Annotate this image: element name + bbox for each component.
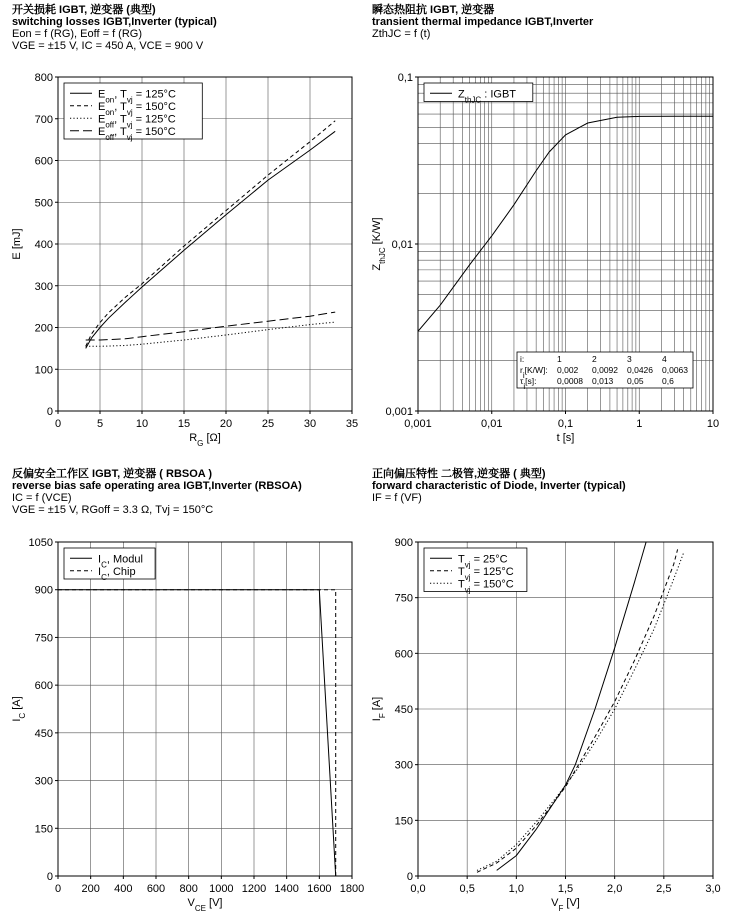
- chart-4-xtick-label: 0,0: [410, 883, 426, 895]
- chart3-title: reverse bias safe operating area IGBT,Inverter (RBSOA): [12, 480, 302, 492]
- param-table-cell: 0,0092: [592, 365, 618, 375]
- chart-1-legend: [64, 83, 202, 141]
- chart-4-ytick-label: 450: [394, 704, 413, 716]
- chart-4-xtick-label: 1,0: [508, 883, 524, 895]
- chart-3: [11, 537, 364, 913]
- chart-1-series-1: [86, 131, 336, 348]
- chart-1-ytick-label: 300: [34, 280, 53, 293]
- chart-4-xtick-label: 1,5: [557, 883, 574, 895]
- chart1-title-cn: 开关损耗 IGBT, 逆变器 (典型): [12, 4, 156, 16]
- chart-3-xtick-label: 1200: [241, 883, 267, 895]
- chart-3-legend: [64, 548, 155, 581]
- legend-label: $E_{on}$, $T_{vj} = 150^\circ C$: [98, 100, 176, 117]
- chart-4-ytick-label: 300: [394, 759, 413, 772]
- chart-3-xtick-label: 1800: [339, 883, 365, 895]
- param-table-cell: 4: [662, 354, 667, 364]
- chart-1-ytick-label: 500: [34, 197, 53, 210]
- legend-label: $E_{off}$, $T_{vj} = 125^\circ C$: [98, 113, 176, 129]
- chart-1-xtick-label: 20: [219, 418, 233, 430]
- chart4-title: forward characteristic of Diode, Inverter (typical): [372, 480, 626, 492]
- chart-2-ytick-label: 0,01: [391, 239, 413, 251]
- chart-3-xlabel: $V_{CE}$ [V]: [187, 897, 223, 913]
- chart-4-legend: [424, 548, 527, 594]
- chart-2: [371, 72, 719, 444]
- param-table-cell: 0,6: [662, 376, 674, 386]
- chart-1-ytick-label: 400: [34, 239, 53, 251]
- chart-1-ytick-label: 200: [34, 322, 53, 335]
- chart-3-xtick-label: 1000: [209, 883, 234, 895]
- chart2-subtitle1: ZthJC = f (t): [372, 28, 431, 40]
- param-table-cell: 0,0426: [627, 365, 653, 375]
- chart-4-ytick-label: 0: [406, 871, 413, 883]
- chart-1-ylabel: E [mJ]: [11, 228, 23, 260]
- chart-1-xlabel: $R_G$ [Ω]: [189, 432, 221, 448]
- chart-1-xtick-label: 35: [345, 418, 359, 430]
- chart4-subtitle1: IF = f (VF): [372, 492, 422, 504]
- param-table-cell: 0,05: [627, 376, 644, 386]
- chart-3-ytick-label: 0: [46, 871, 53, 883]
- chart-1-ytick-label: 700: [34, 113, 53, 126]
- chart-4: [371, 537, 721, 913]
- param-table-cell: $r_i[K/W]$:: [520, 365, 548, 380]
- chart-4-ytick-label: 600: [394, 648, 413, 661]
- chart-3-xtick-label: 0: [54, 883, 62, 895]
- chart-3-ytick-label: 750: [34, 632, 53, 645]
- chart-3-ytick-label: 450: [34, 727, 53, 740]
- chart-2-xtick-label: 1: [636, 418, 643, 430]
- chart-1-xtick-label: 15: [177, 418, 191, 430]
- param-table-cell: 0,0063: [662, 365, 688, 375]
- legend-label: $T_{vj} = 150^\circ C$: [458, 578, 514, 594]
- chart-4-ytick-label: 750: [394, 592, 413, 605]
- chart-1-series-3: [86, 322, 336, 346]
- chart-2-xtick-label: 0,001: [404, 418, 432, 430]
- chart-3-xtick-label: 1600: [307, 883, 332, 895]
- chart-2-xlabel: t [s]: [556, 432, 575, 444]
- chart-2-ylabel: $Z_{thJC}$ [K/W]: [371, 217, 387, 271]
- chart3-subtitle2: VGE = ±15 V, RGoff = 3.3 Ω, Tvj = 150°C: [12, 504, 214, 516]
- chart-3-xtick-label: 200: [81, 883, 100, 895]
- chart-3-xtick-label: 1400: [274, 883, 299, 895]
- param-table-cell: 0,013: [592, 376, 614, 386]
- chart-1-xtick-label: 0: [54, 418, 62, 430]
- chart-4-xtick-label: 2,5: [656, 883, 672, 895]
- chart-3-ytick-label: 300: [34, 775, 53, 788]
- chart-2-param-table: [517, 352, 693, 391]
- chart-4-ytick-label: 900: [394, 537, 413, 549]
- chart3-subtitle1: IC = f (VCE): [12, 492, 72, 504]
- chart-1-xtick-label: 30: [303, 418, 317, 430]
- chart-3-ytick-label: 1050: [28, 537, 53, 549]
- chart1-title: switching losses IGBT,Inverter (typical): [12, 16, 217, 28]
- chart-1: [11, 72, 358, 448]
- chart-1-xtick-label: 25: [261, 418, 275, 430]
- param-table-cell: $\tau_i[s]$:: [520, 376, 537, 391]
- param-table-cell: 2: [592, 354, 597, 364]
- chart-3-frame: [58, 542, 352, 876]
- chart-4-xtick-label: 0,5: [459, 883, 475, 895]
- chart-2-ytick-label: 0,1: [397, 72, 413, 84]
- chart-3-ylabel: $I_C$ [A]: [11, 696, 27, 722]
- chart-4-xtick-label: 3,0: [705, 883, 721, 895]
- chart-2-ytick-label: 0,001: [385, 406, 413, 418]
- chart-3-xtick-label: 600: [146, 883, 166, 895]
- chart-4-ytick-label: 150: [394, 815, 413, 828]
- chart-1-ytick-label: 600: [34, 155, 53, 168]
- chart-2-xtick-label: 0,1: [557, 418, 574, 430]
- chart2-title: transient thermal impedance IGBT,Inverter: [372, 16, 594, 28]
- chart-4-ylabel: $I_F$ [A]: [371, 696, 387, 722]
- chart-3-grid: [58, 542, 352, 876]
- chart-2-xtick-label: 10: [706, 418, 720, 430]
- chart-1-ytick-label: 800: [34, 72, 53, 84]
- param-table-cell: i:: [520, 354, 525, 364]
- chart4-title-cn: 正向偏压特性 二极管,逆变器 ( 典型): [372, 468, 546, 480]
- legend-label: $E_{off}$, $T_{vj} = 150^\circ C$: [98, 125, 176, 142]
- chart-3-xtick-label: 400: [114, 883, 133, 895]
- chart-1-series-2: [86, 121, 336, 346]
- chart-3-ytick-label: 900: [34, 584, 53, 597]
- param-table-cell: 3: [627, 354, 632, 364]
- chart-1-xtick-label: 5: [96, 418, 104, 430]
- chart-3-ytick-label: 600: [34, 680, 53, 693]
- legend-label: $T_{vj} = 25^\circ C$: [458, 553, 508, 569]
- chart-3-xtick-label: 800: [179, 883, 198, 895]
- chart-4-series-3: [477, 553, 684, 870]
- chart-4-xlabel: $V_F$ [V]: [551, 897, 580, 913]
- chart-3-ytick-label: 150: [34, 823, 53, 836]
- legend-label: $I_C$, Chip: [98, 565, 136, 582]
- param-table-cell: 0,0008: [557, 376, 583, 386]
- chart-1-ytick-label: 100: [34, 364, 53, 377]
- param-table-cell: 1: [557, 354, 562, 364]
- legend-label: $Z_{thJC}$ : IGBT: [458, 88, 517, 104]
- chart-2-xtick-label: 0,01: [481, 418, 503, 430]
- legend-label: $I_C$, Modul: [98, 553, 143, 569]
- chart-1-series-4: [86, 312, 336, 340]
- chart1-subtitle1: Eon = f (RG), Eoff = f (RG): [12, 28, 143, 40]
- chart-1-xtick-label: 10: [135, 418, 149, 430]
- legend-label: $E_{on}$, $T_{vj} = 125^\circ C$: [98, 88, 176, 104]
- chart2-title-cn: 瞬态热阻抗 IGBT, 逆变器: [372, 4, 495, 16]
- chart1-subtitle2: VGE = ±15 V, IC = 450 A, VCE = 900 V: [12, 40, 204, 52]
- param-table-cell: 0,002: [557, 365, 579, 375]
- legend-label: $T_{vj} = 125^\circ C$: [458, 565, 514, 582]
- chart3-title-cn: 反偏安全工作区 IGBT, 逆变器 ( RBSOA ): [12, 468, 213, 480]
- chart-2-legend: [424, 83, 533, 104]
- chart-4-xtick-label: 2,0: [607, 883, 623, 895]
- chart-1-ytick-label: 0: [46, 406, 53, 418]
